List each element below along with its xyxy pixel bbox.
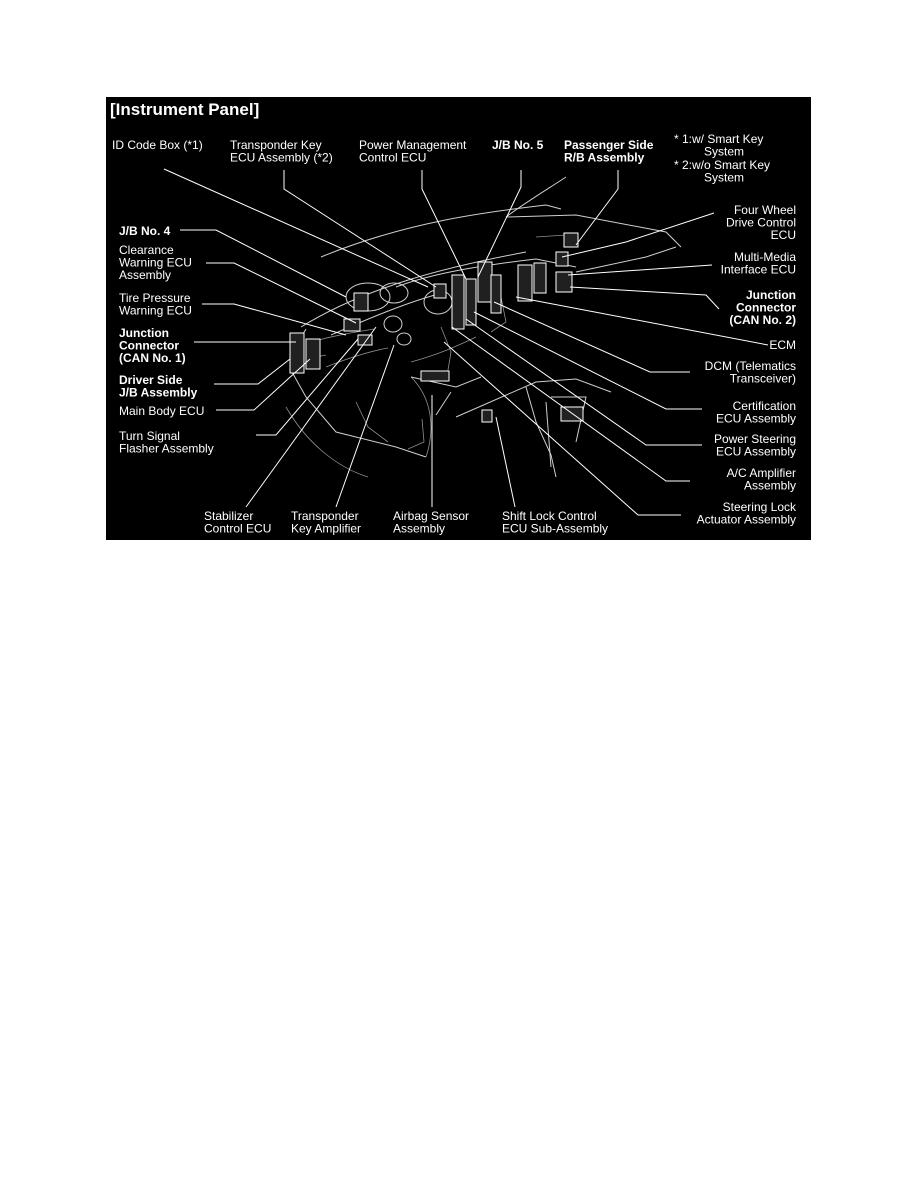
label-line: Key Amplifier bbox=[291, 521, 362, 536]
label-line: ECU Sub-Assembly bbox=[502, 521, 609, 536]
label-line: Drive Control bbox=[725, 215, 796, 230]
label-line: Multi-Media bbox=[733, 250, 796, 264]
label-tire-pressure-ecu bbox=[119, 291, 192, 318]
label-four-wheel-drive-ecu bbox=[726, 203, 796, 242]
label-jb-no5 bbox=[492, 138, 544, 152]
label-main-body-ecu bbox=[119, 404, 204, 418]
label-line: Connector bbox=[119, 338, 179, 353]
label-line: ECM bbox=[769, 338, 796, 352]
label-line: Steering Lock bbox=[722, 500, 796, 514]
label-line: Passenger Side bbox=[564, 138, 654, 152]
dashboard-illustration bbox=[286, 177, 681, 477]
label-line: Assembly bbox=[393, 521, 446, 536]
label-line: Connector bbox=[736, 300, 796, 315]
label-line: Transponder Key bbox=[230, 138, 322, 152]
label-line: Flasher Assembly bbox=[119, 441, 214, 456]
label-line: Turn Signal bbox=[119, 429, 180, 443]
label-shift-lock-ecu bbox=[502, 509, 608, 536]
label-power-steering-ecu bbox=[714, 432, 796, 459]
label-line: R/B Assembly bbox=[564, 150, 645, 165]
footnote-line: * 2:w/o Smart Key bbox=[674, 158, 771, 172]
component-labels bbox=[112, 132, 797, 536]
label-line: Driver Side bbox=[119, 373, 183, 387]
label-power-management-ecu bbox=[359, 138, 467, 165]
label-steering-lock bbox=[697, 500, 797, 527]
label-transponder-amp bbox=[291, 509, 361, 536]
label-multi-media-ecu bbox=[721, 250, 797, 277]
label-line: Control ECU bbox=[204, 521, 272, 536]
label-line: ECU Assembly bbox=[715, 444, 796, 459]
label-line: Stabilizer bbox=[204, 509, 254, 523]
label-driver-jb bbox=[119, 373, 198, 400]
label-line: (CAN No. 2) bbox=[729, 313, 796, 327]
label-turn-signal-flasher bbox=[119, 429, 214, 456]
label-line: Transceiver) bbox=[729, 371, 796, 386]
label-line: Main Body ECU bbox=[119, 404, 205, 418]
footnote-line: System bbox=[704, 144, 745, 159]
label-line: Certification bbox=[732, 399, 796, 413]
label-ac-amplifier bbox=[727, 466, 796, 493]
label-line: ID Code Box (*1) bbox=[112, 138, 203, 152]
label-line: Clearance bbox=[119, 243, 174, 257]
label-line: (CAN No. 1) bbox=[119, 351, 186, 365]
label-line: J/B Assembly bbox=[119, 385, 198, 400]
label-junction-can1 bbox=[119, 326, 186, 365]
label-line: Actuator Assembly bbox=[696, 512, 796, 527]
label-line: ECU bbox=[770, 228, 796, 242]
label-line: Warning ECU bbox=[119, 303, 192, 318]
footnote-line: System bbox=[704, 170, 745, 185]
footnote-n1 bbox=[674, 132, 763, 159]
label-clearance-warning-ecu bbox=[119, 243, 192, 282]
label-line: Control ECU bbox=[359, 150, 427, 165]
label-line: A/C Amplifier bbox=[726, 466, 796, 480]
label-stabilizer-ecu bbox=[204, 509, 271, 536]
label-line: Warning ECU bbox=[119, 255, 192, 270]
label-ecm bbox=[769, 338, 796, 352]
label-junction-can2 bbox=[729, 288, 796, 327]
footnote-line: * 1:w/ Smart Key bbox=[674, 132, 764, 146]
label-id-code-box bbox=[112, 138, 203, 152]
label-line: Power Steering bbox=[713, 432, 796, 446]
label-line: Power Management bbox=[359, 138, 467, 152]
label-line: DCM (Telematics bbox=[704, 359, 796, 373]
label-passenger-rb bbox=[564, 138, 654, 165]
diagram-title: [Instrument Panel] bbox=[110, 100, 260, 119]
label-line: J/B No. 4 bbox=[119, 224, 171, 238]
label-line: Junction bbox=[746, 288, 796, 302]
label-line: Assembly bbox=[743, 478, 796, 493]
label-line: Transponder bbox=[291, 509, 359, 523]
label-transponder-key-ecu bbox=[230, 138, 333, 165]
label-airbag-sensor bbox=[393, 509, 469, 536]
footnote-n2 bbox=[674, 158, 770, 185]
label-line: ECU Assembly (*2) bbox=[230, 150, 333, 165]
label-line: Assembly bbox=[119, 268, 172, 282]
label-line: Interface ECU bbox=[720, 262, 796, 277]
label-line: Airbag Sensor bbox=[393, 509, 470, 523]
diagram-canvas bbox=[106, 97, 811, 540]
label-line: Shift Lock Control bbox=[502, 509, 597, 523]
label-line: Junction bbox=[119, 326, 169, 340]
label-line: J/B No. 5 bbox=[492, 138, 544, 152]
instrument-panel-diagram bbox=[106, 97, 811, 540]
label-line: Tire Pressure bbox=[119, 291, 191, 305]
label-dcm bbox=[705, 359, 796, 386]
label-jb-no4 bbox=[119, 224, 171, 238]
label-line: Four Wheel bbox=[733, 203, 796, 217]
label-certification-ecu bbox=[716, 399, 796, 426]
label-line: ECU Assembly bbox=[715, 411, 796, 426]
